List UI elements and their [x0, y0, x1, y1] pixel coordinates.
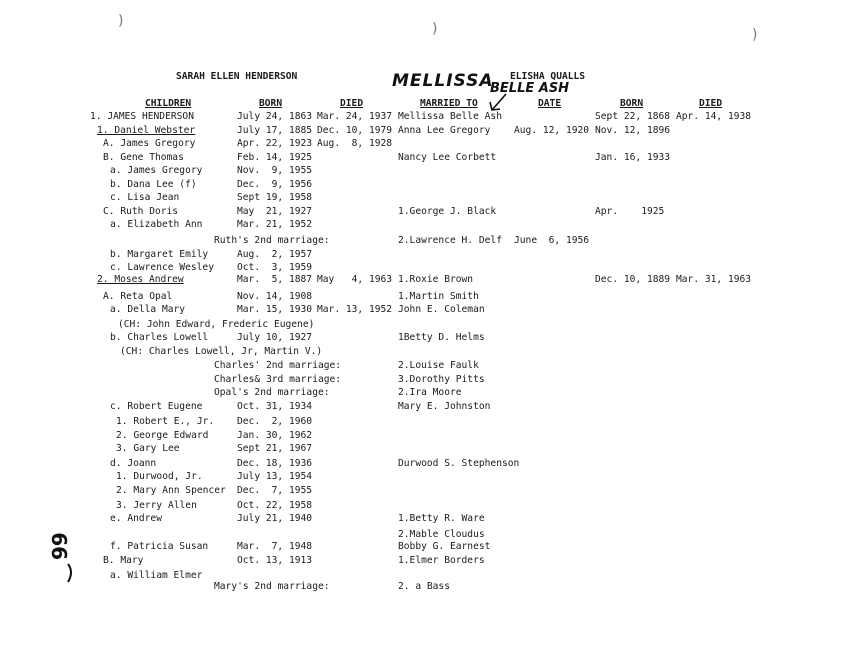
row-name: c. Robert Eugene — [110, 401, 203, 412]
row-name: 1. JAMES HENDERSON — [90, 111, 194, 122]
row-name: f. Patricia Susan — [110, 541, 209, 552]
row-name: b. Charles Lowell — [110, 332, 209, 343]
header-married-to: MARRIED TO — [420, 98, 478, 109]
row-married-to: 2.Ira Moore — [398, 387, 462, 398]
row-spouse-born: Apr. 1925 — [595, 206, 665, 217]
row-born: July 21, 1940 — [237, 513, 313, 524]
row-born: Dec. 18, 1936 — [237, 458, 313, 469]
row-name: Charles& 3rd marriage: — [214, 374, 342, 385]
scan-mark: ) — [432, 21, 438, 37]
row-married-to: Bobby G. Earnest — [398, 541, 491, 552]
row-married-to: 1.Roxie Brown — [398, 274, 474, 285]
header-born: BORN — [259, 98, 283, 109]
row-name: 1. Daniel Webster — [97, 125, 196, 136]
row-born: Mar. 7, 1948 — [237, 541, 313, 552]
header-spouse-died: DIED — [699, 98, 723, 109]
row-marriage-date: June 6, 1956 — [514, 235, 590, 246]
row-born: Dec. 9, 1956 — [237, 179, 313, 190]
page-number: 99 — [48, 532, 72, 560]
row-name: b. Dana Lee (f) — [110, 179, 197, 190]
header-spouse-born: BORN — [620, 98, 644, 109]
row-name: Ruth's 2nd marriage: — [214, 235, 330, 246]
row-spouse-died: Mar. 31, 1963 — [676, 274, 752, 285]
row-born: Sept 19, 1958 — [237, 192, 313, 203]
row-name: B. Gene Thomas — [103, 152, 184, 163]
row-name: 2. Mary Ann Spencer — [116, 485, 226, 496]
row-born: July 13, 1954 — [237, 471, 313, 482]
row-born: Oct. 3, 1959 — [237, 262, 313, 273]
row-name: Opal's 2nd marriage: — [214, 387, 330, 398]
row-spouse-born: Sept 22, 1868 — [595, 111, 671, 122]
row-name: a. Della Mary — [110, 304, 186, 315]
row-died: Dec. 10, 1979 — [317, 125, 393, 136]
header-date: DATE — [538, 98, 562, 109]
row-married-to: 2.Louise Faulk — [398, 360, 479, 371]
row-died: Aug. 8, 1928 — [317, 138, 393, 149]
row-name: 2. George Edward — [116, 430, 209, 441]
row-name: c. Lisa Jean — [110, 192, 180, 203]
row-name: (CH: Charles Lowell, Jr, Martin V.) — [120, 346, 323, 357]
row-married-to: 1Betty D. Helms — [398, 332, 485, 343]
row-born: Nov. 9, 1955 — [237, 165, 313, 176]
row-married-to: John E. Coleman — [398, 304, 485, 315]
row-married-to: Mary E. Johnston — [398, 401, 491, 412]
header-died: DIED — [340, 98, 364, 109]
title-left: SARAH ELLEN HENDERSON — [176, 71, 298, 82]
row-name: Charles' 2nd marriage: — [214, 360, 342, 371]
row-spouse-born: Jan. 16, 1933 — [595, 152, 671, 163]
row-married-to: Anna Lee Gregory — [398, 125, 491, 136]
scan-mark: ) — [752, 27, 758, 43]
row-married-to: 1.George J. Black — [398, 206, 497, 217]
row-born: July 17, 1885 — [237, 125, 313, 136]
row-name: A. Reta Opal — [103, 291, 173, 302]
row-name: e. Andrew — [110, 513, 162, 524]
row-spouse-born: Nov. 12, 1896 — [595, 125, 671, 136]
row-marriage-date: Aug. 12, 1920 — [514, 125, 590, 136]
row-born: Oct. 13, 1913 — [237, 555, 313, 566]
row-name: B. Mary — [103, 555, 144, 566]
row-name: C. Ruth Doris — [103, 206, 179, 217]
row-born: May 21, 1927 — [237, 206, 313, 217]
row-born: Mar. 21, 1952 — [237, 219, 313, 230]
row-name: 1. Durwood, Jr. — [116, 471, 203, 482]
row-married-to: Nancy Lee Corbett — [398, 152, 497, 163]
row-name: d. Joann — [110, 458, 157, 469]
row-married-to: 2.Mable Cloudus — [398, 529, 485, 540]
row-married-to: 2. a Bass — [398, 581, 450, 592]
row-born: July 10, 1927 — [237, 332, 313, 343]
row-died: Mar. 13, 1952 — [317, 304, 393, 315]
row-born: July 24, 1863 — [237, 111, 313, 122]
row-spouse-died: Apr. 14, 1938 — [676, 111, 752, 122]
row-name: 1. Robert E., Jr. — [116, 416, 215, 427]
header-children: CHILDREN — [145, 98, 192, 109]
row-name: 3. Jerry Allen — [116, 500, 197, 511]
row-born: Apr. 22, 1923 — [237, 138, 313, 149]
row-name: c. Lawrence Wesley — [110, 262, 214, 273]
row-married-to: 3.Dorothy Pitts — [398, 374, 485, 385]
title-right: ELISHA QUALLS — [510, 71, 586, 82]
row-name: A. James Gregory — [103, 138, 196, 149]
handwritten-annotation: BELLE ASH — [490, 81, 570, 96]
row-born: Jan. 30, 1962 — [237, 430, 313, 441]
row-died: Mar. 24, 1937 — [317, 111, 393, 122]
row-name: a. Elizabeth Ann — [110, 219, 203, 230]
row-born: Mar. 15, 1930 — [237, 304, 313, 315]
row-name: b. Margaret Emily — [110, 249, 209, 260]
row-name: 3. Gary Lee — [116, 443, 180, 454]
row-name: (CH: John Edward, Frederic Eugene) — [118, 319, 315, 330]
row-born: Aug. 2, 1957 — [237, 249, 313, 260]
handwritten-annotation: MELLISSA — [392, 71, 494, 91]
row-born: Feb. 14, 1925 — [237, 152, 313, 163]
row-born: Dec. 7, 1955 — [237, 485, 313, 496]
row-born: Dec. 2, 1960 — [237, 416, 313, 427]
row-spouse-born: Dec. 10, 1889 — [595, 274, 671, 285]
row-born: Oct. 22, 1958 — [237, 500, 313, 511]
row-married-to: 1.Martin Smith — [398, 291, 479, 302]
row-born: Sept 21, 1967 — [237, 443, 313, 454]
row-name: Mary's 2nd marriage: — [214, 581, 330, 592]
page-number-underline — [64, 562, 78, 584]
row-married-to: 1.Elmer Borders — [398, 555, 485, 566]
scan-mark: ) — [118, 13, 124, 29]
row-married-to: Mellissa Belle Ash — [398, 111, 502, 122]
row-born: Nov. 14, 1908 — [237, 291, 313, 302]
row-born: Oct. 31, 1934 — [237, 401, 313, 412]
row-name: a. William Elmer — [110, 570, 203, 581]
row-married-to: 2.Lawrence H. Delf — [398, 235, 502, 246]
row-married-to: 1.Betty R. Ware — [398, 513, 485, 524]
row-name: a. James Gregory — [110, 165, 203, 176]
row-born: Mar. 5, 1887 — [237, 274, 313, 285]
row-married-to: Durwood S. Stephenson — [398, 458, 520, 469]
row-name: 2. Moses Andrew — [97, 274, 184, 285]
row-died: May 4, 1963 — [317, 274, 393, 285]
